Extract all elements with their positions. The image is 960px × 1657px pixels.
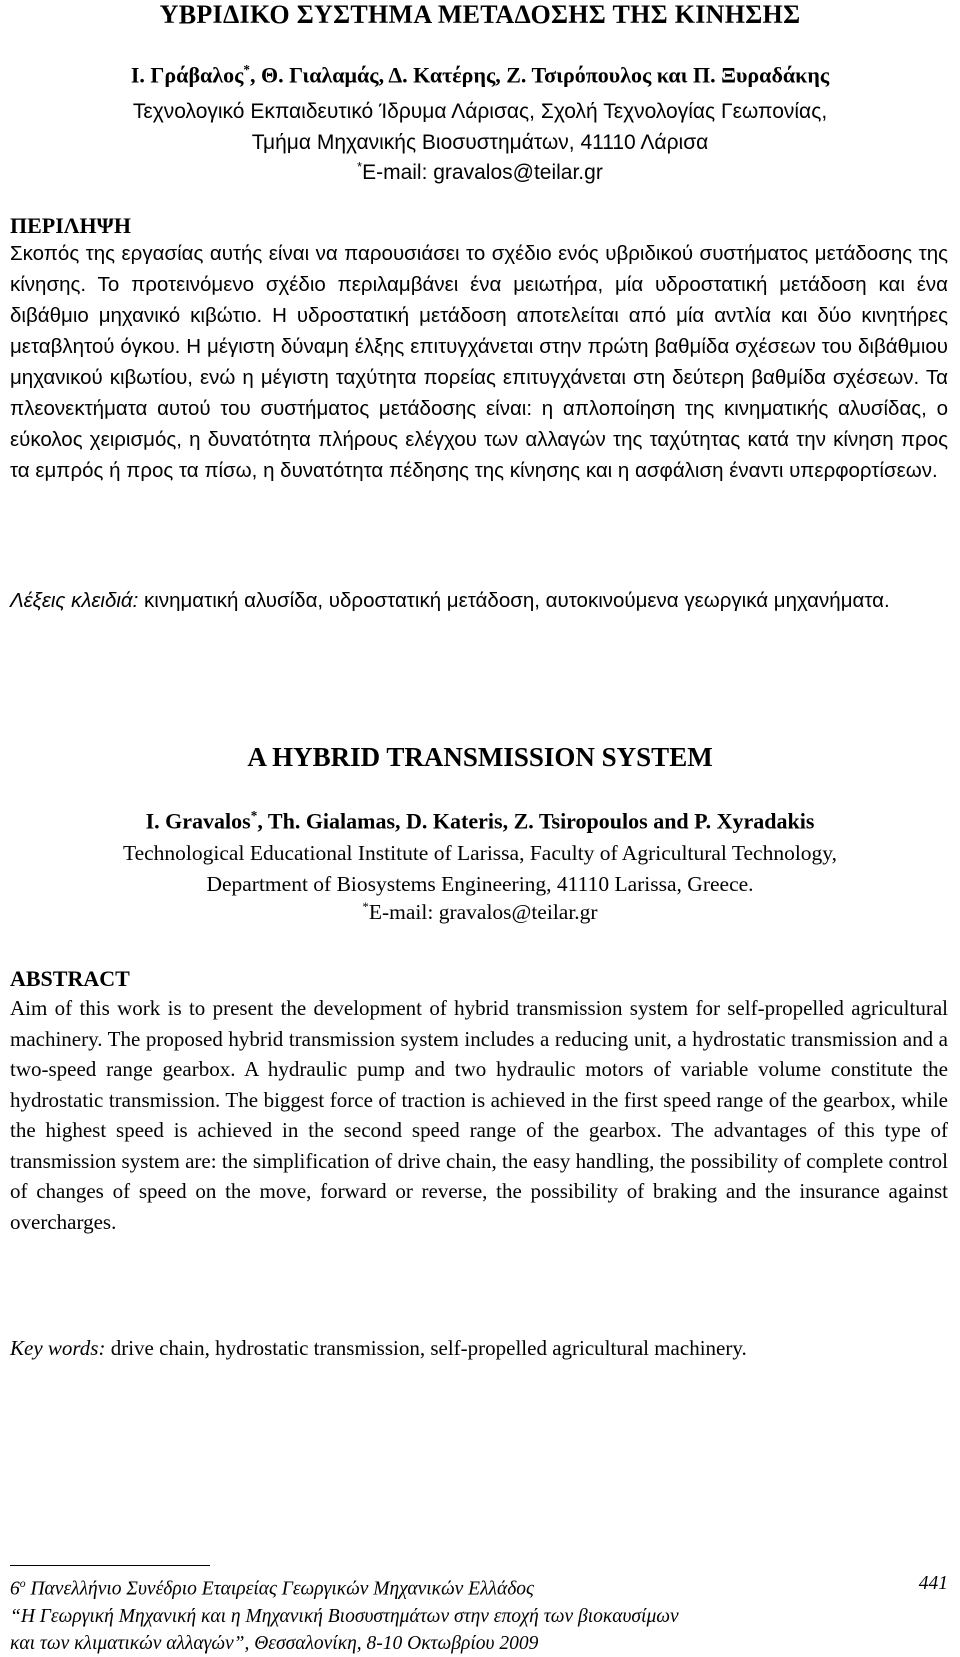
greek-abstract-text: Σκοπός της εργασίας αυτής είναι να παρουσιάσει το σχέδιο ενός υβριδικού συστήματος μετάδοσης της κίνησης. Το προτεινόμενο σχέδιο περιλαμβάνει ένα μειωτήρα, μία υδροστατική μετάδοση και ένα διβάθμιο μηχανικό κιβώτιο. Η υδροστατική μετάδοση αποτελείται από μία αντλία και δύο κινητήρες μεταβλητού όγκου. Η μέγιστη δύναμη έλξης επιτυγχάνεται στην πρώτη βαθμίδα σχέσεων του διβάθμιου μηχανικού κιβωτίου, ενώ η μέγιστη ταχύτητα πορείας επιτυγχάνεται στη δεύτερη βαθμίδα σχέσεων. Τα πλεονεκτήματα αυτού του συστήματος μετάδοσης είναι: η απλοποίηση της κινηματικής αλυσίδας, ο εύκολος χειρισμός, η δυνατότητα πλήρους ελέγχου των αλλαγών της ταχύτητας κατά την κίνηση προς τα εμπρός ή προς τα πίσω, η δυνατότητα πέδησης της κίνησης και η ασφάλιση έναντι υπερφορτίσεων. (10, 242, 948, 482)
english-email-star: * (362, 900, 369, 914)
greek-keywords-label: Λέξεις κλειδιά: (10, 589, 139, 612)
greek-email-text: E-mail: gravalos@teilar.gr (362, 161, 603, 184)
english-abstract-text: Aim of this work is to present the development of hybrid transmission system for self-propelled agricultural machinery. The proposed hybrid transmission system includes a reducing unit, a hydrostatic transmission and a two-speed range gearbox. A hydraulic pump and two hydraulic motors of variable volume constitute the hydrostatic transmission. The biggest force of traction is achieved in the first speed range of the gearbox, while the highest speed is achieved in the second speed range of the gearbox. The advantages of this type of transmission system are: the simplification of drive chain, the easy handling, the possibility of complete control of changes of speed on the move, forward or reverse, the possibility of braking and the insurance against overcharges. (10, 996, 948, 1234)
greek-keywords (10, 585, 948, 616)
footer-conference-ordinal: ο (19, 1577, 26, 1590)
english-keywords-label: Key words: (10, 1336, 106, 1360)
greek-affiliation-line1: Τεχνολογικό Εκπαιδευτικό Ίδρυμα Λάρισας, Σχολή Τεχνολογίας Γεωπονίας, (132, 100, 828, 123)
footer-conference (10, 1570, 534, 1603)
footer-row-1 (10, 1570, 948, 1603)
english-author-star: * (250, 808, 258, 823)
greek-affiliation-line2: Τμήμα Μηχανικής Βιοσυστημάτων, 41110 Λάρισα (251, 131, 709, 154)
greek-authors-first: Ι. Γράβαλος (130, 62, 244, 88)
english-keywords (10, 1333, 948, 1363)
greek-email (0, 160, 960, 185)
footer-line-3: και των κλιματικών αλλαγών”, Θεσσαλονίκη, 8-10 Οκτωβρίου 2009 (10, 1632, 539, 1654)
greek-authors (0, 62, 960, 88)
greek-email-star: * (357, 160, 363, 174)
footer-line-2: “Η Γεωργική Μηχανική και η Μηχανική Βιοσυστημάτων στην εποχή των βιοκαυσίμων (10, 1605, 679, 1627)
english-affiliation-line2: Department of Biosystems Engineering, 41110 Larissa, Greece. (206, 872, 754, 896)
page-number: 441 (918, 1573, 948, 1594)
footer-conference-name: Πανελλήνιο Συνέδριο Εταιρείας Γεωργικών Μηχανικών Ελλάδος (25, 1578, 534, 1600)
footer-conference-number: 6 (10, 1578, 20, 1600)
english-authors-rest: , Th. Gialamas, D. Kateris, Z. Tsiropoulos and P. Xyradakis (257, 808, 815, 834)
english-authors (0, 808, 960, 834)
greek-keywords-text: κινηματική αλυσίδα, υδροστατική μετάδοση, αυτοκινούμενα γεωργικά μηχανήματα. (138, 589, 890, 612)
greek-abstract-heading: ΠΕΡΙΛΗΨΗ (10, 213, 131, 238)
english-affiliation (0, 838, 960, 900)
greek-authors-rest: , Θ. Γιαλαμάς, Δ. Κατέρης, Ζ. Τσιρόπουλος και Π. Ξυραδάκης (250, 62, 830, 88)
english-affiliation-line1: Technological Educational Institute of Larissa, Faculty of Agricultural Technology, (122, 841, 838, 865)
english-authors-first: I. Gravalos (145, 808, 251, 834)
english-keywords-text: drive chain, hydrostatic transmission, self-propelled agricultural machinery. (105, 1336, 747, 1360)
greek-affiliation (0, 96, 960, 158)
english-email (0, 900, 960, 925)
greek-author-star: * (243, 62, 251, 77)
page-footer (10, 1570, 948, 1657)
greek-title: ΥΒΡΙΔΙΚΟ ΣΥΣΤΗΜΑ ΜΕΤΑΔΟΣΗΣ ΤΗΣ ΚΙΝΗΣΗΣ (159, 0, 801, 29)
english-abstract-heading: ABSTRACT (10, 966, 130, 991)
english-title: A HYBRID TRANSMISSION SYSTEM (247, 742, 713, 772)
footer-rule (10, 1565, 210, 1566)
english-email-text: E-mail: gravalos@teilar.gr (368, 900, 598, 925)
